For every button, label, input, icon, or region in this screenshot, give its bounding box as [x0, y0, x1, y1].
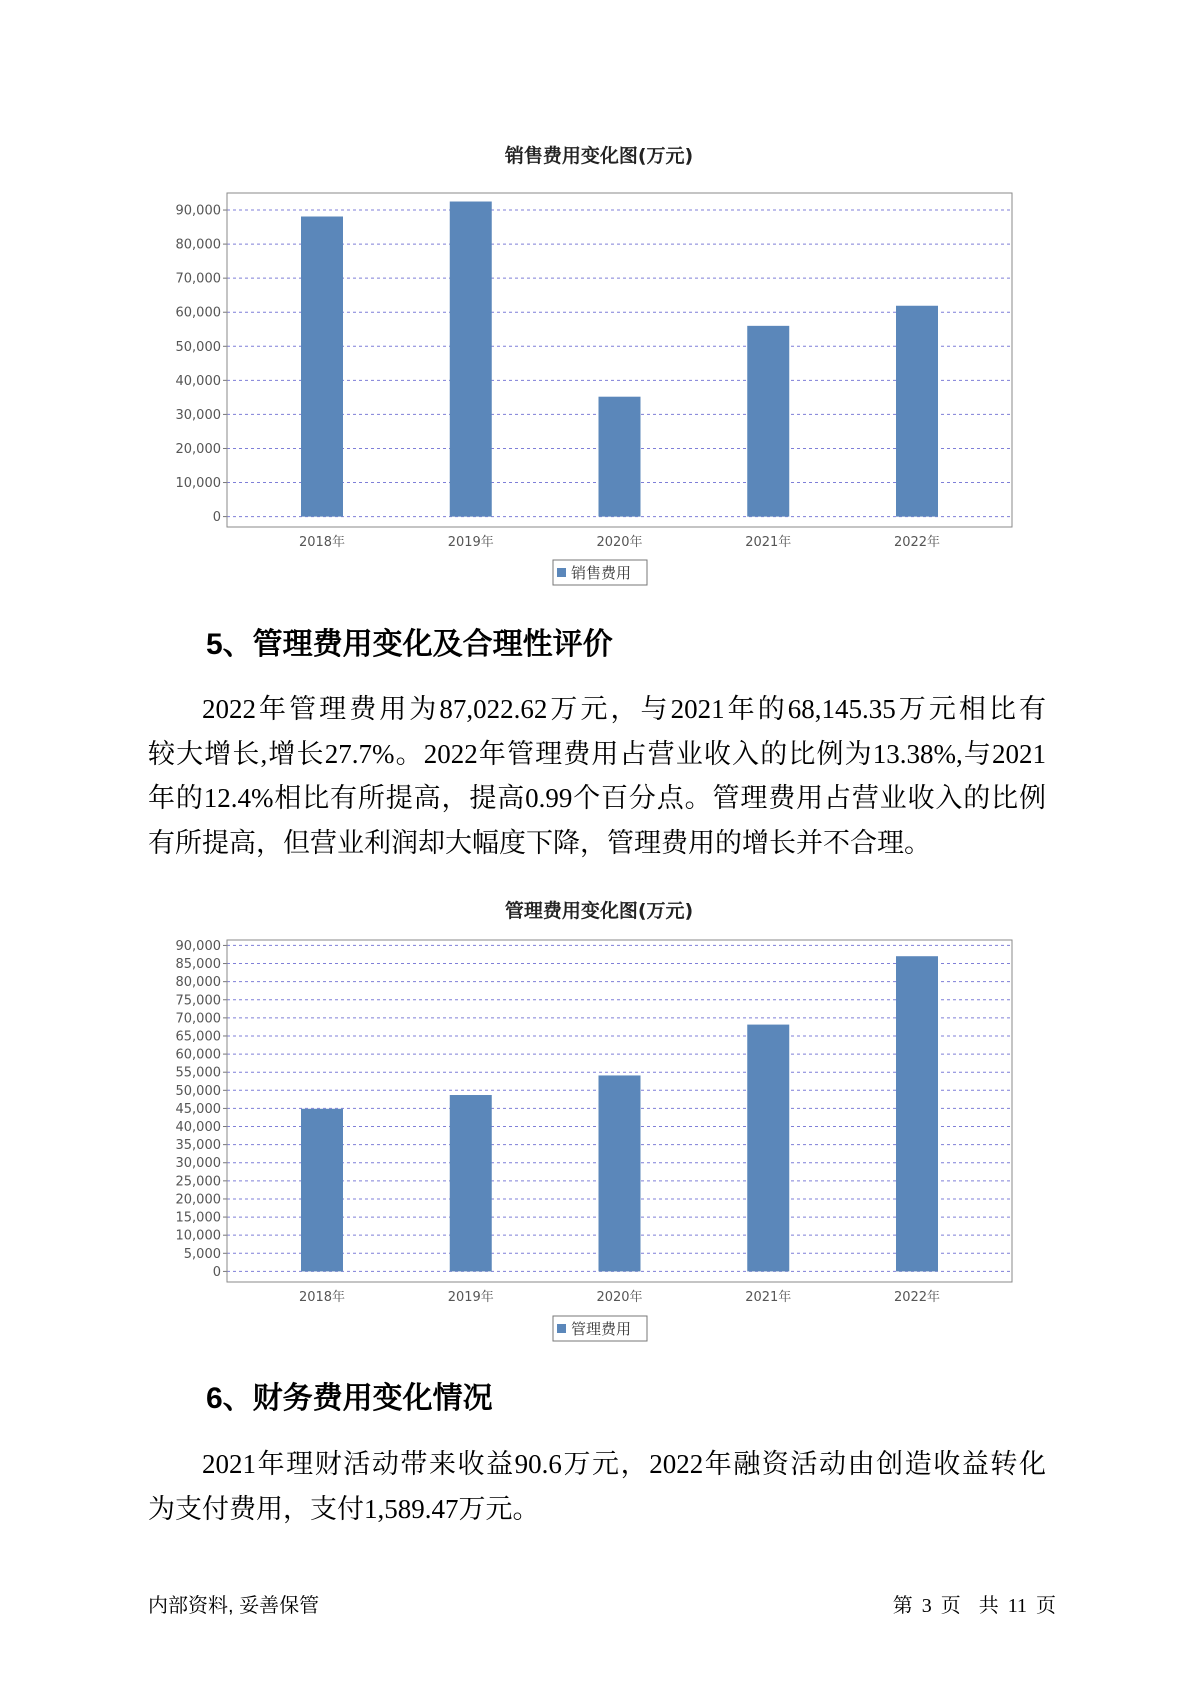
section-heading: 6、财务费用变化情况: [206, 1382, 493, 1415]
chart-title: 销售费用变化图(万元): [504, 145, 694, 167]
bar: [450, 202, 492, 517]
legend: [553, 560, 647, 585]
y-tick-label: 15,000: [175, 1210, 221, 1226]
legend-marker: [557, 1324, 566, 1333]
y-tick-label: 50,000: [175, 339, 221, 355]
admin-expense-bar-chart: [0, 885, 1191, 1360]
y-tick-label: 75,000: [175, 993, 221, 1009]
x-tick-label: 2019年: [447, 1290, 494, 1305]
bar: [301, 217, 343, 517]
paragraph-line: 有所提高，但营业利润却大幅度下降，管理费用的增长并不合理。: [148, 828, 931, 858]
paragraph-line: 2022年管理费用为87,022.62万元，与2021年的68,145.35万元相比有: [202, 694, 1046, 724]
y-tick-label: 25,000: [175, 1174, 221, 1190]
y-tick-label: 65,000: [175, 1029, 221, 1045]
legend-marker: [557, 568, 566, 577]
x-tick-label: 2018年: [298, 535, 346, 550]
bar: [599, 1075, 641, 1271]
paragraph-line: 为支付费用，支付1,589.47万元。: [148, 1494, 540, 1524]
y-tick-label: 45,000: [175, 1101, 221, 1117]
section-heading: 5、管理费用变化及合理性评价: [206, 628, 613, 661]
legend: [553, 1316, 647, 1341]
paragraph-line: 2021年理财活动带来收益90.6万元，2022年融资活动由创造收益转化: [202, 1449, 1046, 1479]
bar: [599, 397, 641, 517]
y-tick-label: 35,000: [175, 1138, 221, 1154]
y-tick-label: 10,000: [175, 476, 221, 492]
x-tick-label: 2020年: [596, 535, 643, 550]
legend-label: 销售费用: [571, 564, 632, 582]
y-tick-label: 70,000: [175, 271, 221, 287]
y-tick-label: 10,000: [175, 1228, 221, 1244]
y-tick-label: 20,000: [175, 1192, 221, 1208]
bar: [450, 1095, 492, 1271]
sales-expense-bar-chart: [0, 130, 1191, 600]
y-tick-label: 70,000: [175, 1011, 221, 1027]
footer-confidential-note: 内部资料, 妥善保管: [148, 1595, 320, 1617]
y-tick-label: 85,000: [175, 957, 221, 973]
y-tick-label: 80,000: [175, 237, 221, 253]
bar: [896, 306, 938, 517]
y-tick-label: 55,000: [175, 1065, 221, 1081]
plot-area: [176, 193, 1013, 550]
legend-label: 管理费用: [571, 1320, 632, 1338]
bar: [301, 1109, 343, 1272]
y-tick-label: 0: [212, 510, 221, 526]
y-tick-label: 30,000: [175, 407, 221, 423]
x-tick-label: 2021年: [745, 1290, 792, 1305]
y-tick-label: 60,000: [175, 1047, 221, 1063]
y-tick-label: 5,000: [183, 1246, 221, 1262]
chart-title: 管理费用变化图(万元): [504, 900, 694, 922]
x-tick-label: 2022年: [893, 535, 941, 550]
x-tick-label: 2022年: [893, 1290, 941, 1305]
paragraph-line: 较大增长,增长27.7%。2022年管理费用占营业收入的比例为13.38%,与2021: [148, 739, 1046, 769]
bar: [747, 326, 789, 517]
y-tick-label: 20,000: [175, 441, 221, 457]
bar: [747, 1025, 789, 1272]
y-tick-label: 90,000: [175, 938, 221, 954]
x-tick-label: 2018年: [298, 1290, 346, 1305]
x-tick-label: 2021年: [745, 535, 792, 550]
y-tick-label: 50,000: [175, 1083, 221, 1099]
plot-area: [176, 939, 1013, 1305]
y-tick-label: 30,000: [175, 1156, 221, 1172]
y-tick-label: 60,000: [175, 305, 221, 321]
paragraph-line: 年的12.4%相比有所提高，提高0.99个百分点。管理费用占营业收入的比例: [148, 783, 1046, 813]
y-tick-label: 80,000: [175, 975, 221, 991]
y-tick-label: 0: [212, 1264, 221, 1280]
y-tick-label: 40,000: [175, 373, 221, 389]
footer-page-number: 第 3 页 共 11 页: [892, 1595, 1056, 1617]
y-tick-label: 90,000: [175, 203, 221, 219]
x-tick-label: 2019年: [447, 535, 494, 550]
x-tick-label: 2020年: [596, 1290, 643, 1305]
y-tick-label: 40,000: [175, 1120, 221, 1136]
bar: [896, 956, 938, 1271]
